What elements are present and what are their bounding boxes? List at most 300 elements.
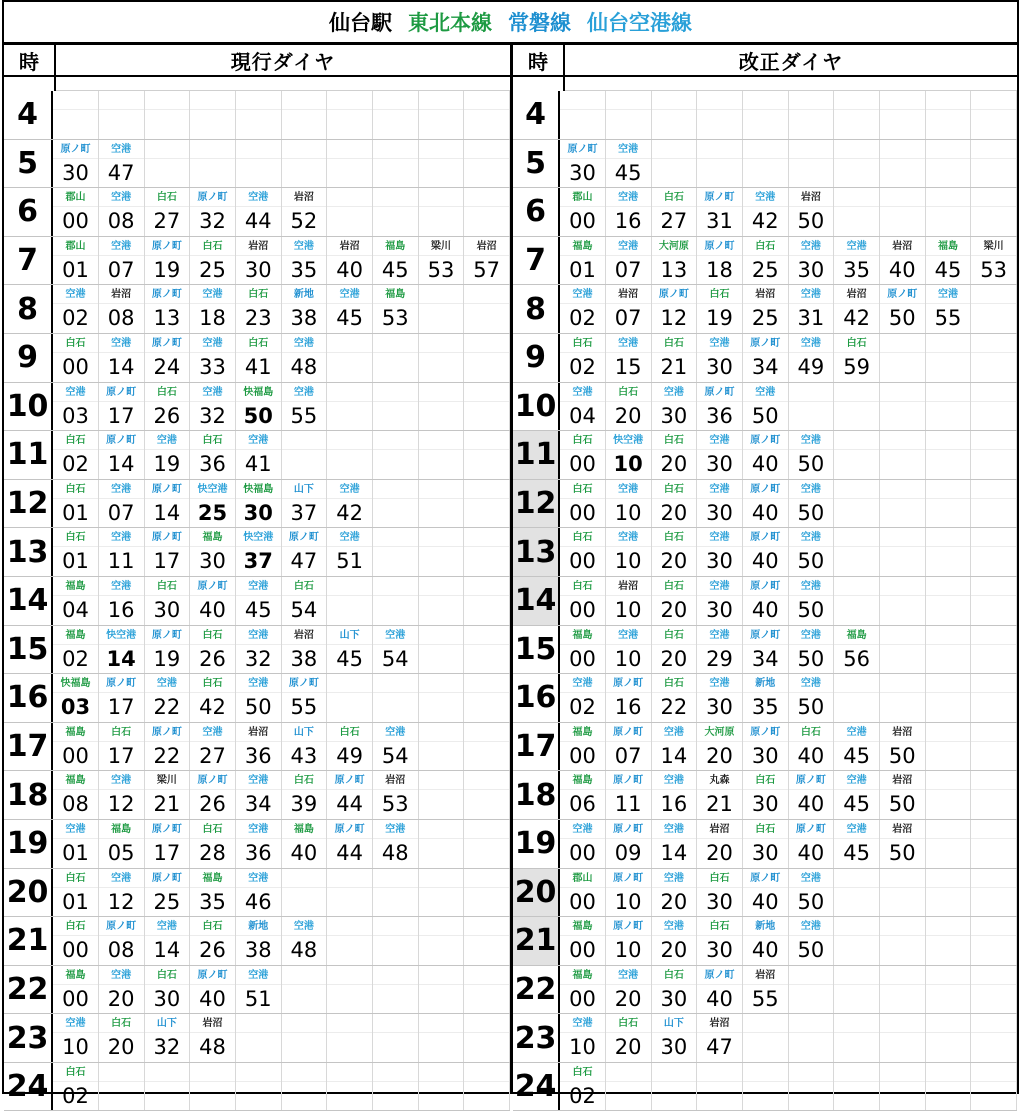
destination-label: 空港 (800, 580, 821, 592)
departure-minute: 30 (62, 160, 89, 185)
departure-minute: 35 (290, 257, 318, 282)
departure-cell (789, 674, 835, 722)
departure-minute: 25 (751, 257, 779, 282)
destination-label: 福島 (846, 629, 867, 641)
departure-minute: 00 (62, 986, 89, 1011)
destination-label: 山下 (663, 1018, 684, 1030)
destination-label: 岩沼 (892, 775, 913, 787)
departure-minute: 50 (797, 938, 825, 963)
departure-minute: 07 (107, 500, 135, 525)
departure-minute: 35 (751, 695, 779, 720)
departure-minute: 22 (153, 695, 181, 720)
departure-cell (282, 334, 328, 382)
departure-cell (880, 383, 926, 431)
departure-cell (789, 966, 835, 1014)
departure-cells (53, 480, 510, 528)
departure-cell (652, 480, 698, 528)
hour-label: 16 (513, 674, 560, 722)
departure-cell (926, 723, 972, 771)
departure-minute: 01 (62, 840, 89, 865)
hour-label: 7 (513, 237, 560, 285)
departure-cell (789, 1063, 835, 1111)
departure-cells (560, 188, 1017, 236)
departure-minute: 36 (244, 743, 272, 768)
hour-row (513, 1014, 1017, 1063)
departure-cell (236, 869, 282, 917)
departure-minute: 42 (199, 695, 226, 720)
destination-label: 梁川 (156, 775, 177, 787)
hour-label: 18 (513, 771, 560, 819)
departure-minute: 28 (199, 840, 226, 865)
departure-cell (926, 480, 972, 528)
destination-label: 空港 (248, 192, 269, 204)
destination-label: 空港 (111, 337, 132, 349)
departure-cell (880, 431, 926, 479)
destination-label: 空港 (385, 823, 406, 835)
departure-cell (789, 1014, 835, 1062)
departure-cell (53, 771, 99, 819)
departure-cell (373, 966, 419, 1014)
departure-cell (606, 383, 652, 431)
departure-cell (236, 577, 282, 625)
departure-cell (373, 285, 419, 333)
departure-minute: 42 (843, 306, 870, 331)
departure-cell (971, 528, 1017, 576)
departure-minute: 34 (244, 792, 272, 817)
destination-label: 新地 (755, 678, 776, 690)
destination-label: 原ノ町 (151, 629, 182, 641)
destination-label: 郡山 (572, 872, 593, 884)
departure-cell (236, 820, 282, 868)
departure-cell (926, 820, 972, 868)
hour-row (4, 626, 510, 675)
departure-minute: 08 (107, 209, 135, 234)
destination-label: 白石 (663, 337, 684, 349)
departure-minute: 30 (243, 500, 273, 525)
hour-label: 20 (4, 869, 53, 917)
departure-cell (697, 917, 743, 965)
departure-cell (99, 1014, 145, 1062)
departure-minute: 27 (660, 209, 688, 234)
hour-row (513, 431, 1017, 480)
destination-label: 原ノ町 (750, 872, 781, 884)
departure-minute: 40 (751, 597, 779, 622)
departure-cell (652, 869, 698, 917)
departure-minute: 25 (751, 306, 779, 331)
departure-cell (236, 771, 282, 819)
departure-minute: 08 (107, 938, 135, 963)
departure-cell (419, 577, 465, 625)
departure-cell (606, 480, 652, 528)
departure-minute: 01 (62, 549, 89, 574)
departure-minute: 20 (660, 889, 688, 914)
destination-label: 空港 (111, 775, 132, 787)
departure-cell (145, 1014, 191, 1062)
departure-minute: 37 (243, 549, 273, 574)
departure-cell (145, 869, 191, 917)
destination-label: 空港 (385, 726, 406, 738)
departure-cell (834, 91, 880, 139)
hour-label: 19 (4, 820, 53, 868)
destination-label: 白石 (293, 775, 314, 787)
destination-label: 原ノ町 (151, 726, 182, 738)
departure-cell (53, 917, 99, 965)
departure-cell (606, 626, 652, 674)
departure-cell (145, 140, 191, 188)
departure-minute: 16 (614, 695, 642, 720)
destination-label: 白石 (111, 726, 132, 738)
departure-cell (464, 674, 510, 722)
hour-row (513, 237, 1017, 286)
departure-cell (53, 674, 99, 722)
departure-cells (53, 869, 510, 917)
departure-cell (560, 771, 606, 819)
departure-minute: 30 (153, 597, 181, 622)
departure-cell (464, 820, 510, 868)
destination-label: 原ノ町 (197, 580, 228, 592)
departure-cell (789, 626, 835, 674)
departure-cell (373, 771, 419, 819)
departure-minute: 30 (706, 452, 733, 477)
departure-cell (880, 966, 926, 1014)
departure-cell (743, 334, 789, 382)
hour-label: 10 (4, 383, 53, 431)
destination-label: 空港 (339, 289, 360, 301)
destination-label: 空港 (111, 240, 132, 252)
departure-minute: 17 (153, 549, 181, 574)
departure-minute: 20 (614, 986, 642, 1011)
destination-label: 白石 (663, 483, 684, 495)
departure-minute: 40 (751, 500, 779, 525)
departure-minute: 51 (244, 986, 272, 1011)
departure-cells (53, 140, 510, 188)
destination-label: 空港 (618, 969, 639, 981)
destination-label: 山下 (156, 1018, 177, 1030)
departure-minute: 40 (797, 792, 825, 817)
departure-cell (99, 966, 145, 1014)
departure-cell (327, 869, 373, 917)
departure-cell (560, 91, 606, 139)
departure-cell (327, 771, 373, 819)
departure-cell (53, 723, 99, 771)
departure-cell (652, 383, 698, 431)
header-spacer-row (513, 77, 1017, 91)
departure-minute: 17 (107, 403, 135, 428)
departure-minute: 30 (660, 403, 688, 428)
departure-minute: 50 (888, 306, 916, 331)
destination-label: 空港 (800, 532, 821, 544)
departure-cell (419, 626, 465, 674)
destination-label: 福島 (65, 629, 86, 641)
departure-cell (373, 869, 419, 917)
destination-label: 大河原 (658, 240, 689, 252)
departure-cells (560, 917, 1017, 965)
departure-cell (560, 917, 606, 965)
departure-cell (834, 431, 880, 479)
departure-cells (560, 674, 1017, 722)
departure-cell (464, 917, 510, 965)
hour-label: 8 (513, 285, 560, 333)
departure-cell (327, 917, 373, 965)
departure-cell (53, 577, 99, 625)
departure-minute: 30 (706, 549, 733, 574)
hour-label: 24 (513, 1063, 560, 1111)
departure-cell (373, 1063, 419, 1111)
departure-minute: 35 (199, 889, 226, 914)
departure-cell (652, 1014, 698, 1062)
departure-cell (971, 1063, 1017, 1111)
hour-row (4, 674, 510, 723)
departure-cells (53, 577, 510, 625)
departure-cell (926, 1063, 972, 1111)
departure-minute: 54 (381, 646, 409, 671)
hour-row (513, 91, 1017, 140)
departure-cell (282, 723, 328, 771)
destination-label: 原ノ町 (151, 337, 182, 349)
hour-row (513, 334, 1017, 383)
destination-label: 空港 (248, 775, 269, 787)
panel-title: 現行ダイヤ (230, 49, 336, 74)
destination-label: 白石 (709, 921, 730, 933)
departure-cell (53, 869, 99, 917)
departure-minute: 16 (660, 792, 688, 817)
departure-cell (464, 285, 510, 333)
destination-label: 空港 (572, 289, 593, 301)
destination-label: 原ノ町 (151, 483, 182, 495)
departure-cell (419, 1063, 465, 1111)
departure-cell (560, 1014, 606, 1062)
departure-minute: 49 (336, 743, 363, 768)
departure-minute: 00 (62, 743, 89, 768)
departure-cells (560, 723, 1017, 771)
departure-minute: 45 (934, 257, 962, 282)
destination-label: 原ノ町 (197, 775, 228, 787)
departure-cell (464, 771, 510, 819)
destination-label: 空港 (65, 386, 86, 398)
departure-cell (880, 285, 926, 333)
departure-cell (880, 1063, 926, 1111)
destination-label: 白石 (572, 337, 593, 349)
destination-label: 空港 (846, 726, 867, 738)
departure-cell (743, 237, 789, 285)
departure-cell (282, 237, 328, 285)
destination-label: 白石 (572, 532, 593, 544)
departure-minute: 10 (614, 597, 642, 622)
departure-minute: 25 (153, 889, 181, 914)
departure-cell (327, 140, 373, 188)
departure-minute: 08 (62, 792, 89, 817)
departure-cell (53, 626, 99, 674)
departure-minute: 16 (614, 209, 642, 234)
departure-minute: 42 (336, 500, 363, 525)
hour-row (513, 917, 1017, 966)
departure-cell (53, 91, 99, 139)
destination-label: 空港 (755, 192, 776, 204)
departure-cell (327, 91, 373, 139)
panel-header (513, 45, 1017, 77)
line-name-joban: 常磐線 (508, 11, 571, 35)
destination-label: 白石 (755, 823, 776, 835)
departure-cell (282, 431, 328, 479)
departure-minute: 55 (290, 403, 318, 428)
departure-minute: 20 (660, 549, 688, 574)
destination-label: 空港 (572, 823, 593, 835)
departure-minute: 48 (199, 1035, 226, 1060)
departure-minute: 00 (569, 938, 596, 963)
station-name: 仙台駅 (329, 11, 392, 35)
departure-cell (834, 528, 880, 576)
departure-cells (53, 771, 510, 819)
departure-cell (236, 966, 282, 1014)
departure-cell (789, 528, 835, 576)
departure-cell (834, 1063, 880, 1111)
destination-label: 空港 (293, 921, 314, 933)
departure-cell (789, 383, 835, 431)
hour-label: 23 (4, 1014, 53, 1062)
departure-minute: 42 (751, 209, 779, 234)
departure-cell (53, 820, 99, 868)
departure-cell (327, 383, 373, 431)
departure-minute: 17 (153, 840, 181, 865)
destination-label: 原ノ町 (106, 921, 137, 933)
departure-cells (53, 285, 510, 333)
departure-minute: 40 (751, 938, 779, 963)
hour-label: 14 (513, 577, 560, 625)
destination-label: 岩沼 (709, 1018, 730, 1030)
departure-cell (373, 528, 419, 576)
hour-label: 20 (513, 869, 560, 917)
departure-minute: 36 (199, 452, 226, 477)
departure-cell (834, 917, 880, 965)
departure-cell (697, 820, 743, 868)
destination-label: 原ノ町 (613, 726, 644, 738)
destination-label: 空港 (248, 629, 269, 641)
revised-timetable-panel (511, 43, 1019, 1108)
departure-cell (560, 674, 606, 722)
departure-cell (606, 1014, 652, 1062)
departure-cell (743, 431, 789, 479)
departure-minute: 30 (751, 840, 779, 865)
destination-label: 岩沼 (339, 240, 360, 252)
departure-cell (282, 577, 328, 625)
destination-label: 福島 (202, 532, 223, 544)
departure-cell (743, 528, 789, 576)
destination-label: 岩沼 (385, 775, 406, 787)
departure-cell (419, 723, 465, 771)
departure-cell (190, 431, 236, 479)
destination-label: 原ノ町 (567, 143, 598, 155)
destination-label: 空港 (800, 289, 821, 301)
destination-label: 原ノ町 (151, 872, 182, 884)
destination-label: 福島 (65, 726, 86, 738)
departure-cell (926, 237, 972, 285)
departure-cells (53, 966, 510, 1014)
hour-label: 24 (4, 1063, 53, 1111)
departure-minute: 00 (569, 743, 596, 768)
destination-label: 空港 (202, 289, 223, 301)
hour-label: 16 (4, 674, 53, 722)
departure-cell (789, 91, 835, 139)
departure-cell (834, 723, 880, 771)
hour-row (513, 140, 1017, 189)
destination-label: 白石 (755, 240, 776, 252)
departure-cell (190, 723, 236, 771)
departure-cells (560, 771, 1017, 819)
departure-cell (834, 383, 880, 431)
departure-minute: 30 (706, 597, 733, 622)
destination-label: 空港 (111, 192, 132, 204)
departure-cell (926, 626, 972, 674)
departure-minute: 54 (381, 743, 409, 768)
departure-minute: 03 (62, 403, 89, 428)
destination-label: 白石 (65, 435, 86, 447)
departure-minute: 07 (614, 257, 642, 282)
departure-cell (743, 383, 789, 431)
departure-cell (926, 771, 972, 819)
departure-cells (560, 237, 1017, 285)
destination-label: 快空港 (613, 435, 644, 447)
departure-minute: 36 (706, 403, 733, 428)
departure-cell (971, 723, 1017, 771)
departure-cells (53, 674, 510, 722)
departure-cell (926, 674, 972, 722)
hour-row (4, 480, 510, 529)
destination-label: 山下 (339, 629, 360, 641)
departure-cell (789, 140, 835, 188)
destination-label: 空港 (111, 969, 132, 981)
departure-cell (926, 966, 972, 1014)
departure-cells (560, 820, 1017, 868)
departure-cell (743, 188, 789, 236)
destination-label: 岩沼 (248, 726, 269, 738)
departure-cell (834, 140, 880, 188)
departure-minute: 00 (569, 646, 596, 671)
departure-cell (373, 334, 419, 382)
departure-minute: 07 (107, 257, 135, 282)
departure-minute: 40 (751, 452, 779, 477)
destination-label: 空港 (111, 532, 132, 544)
departure-cell (560, 285, 606, 333)
destination-label: 空港 (618, 337, 639, 349)
departure-minute: 30 (706, 500, 733, 525)
departure-minute: 10 (614, 938, 642, 963)
departure-cell (373, 480, 419, 528)
departure-cell (419, 383, 465, 431)
destination-label: 快空港 (243, 532, 274, 544)
hour-row (513, 1063, 1017, 1111)
destination-label: 原ノ町 (750, 483, 781, 495)
departure-cell (419, 1014, 465, 1062)
departure-cell (926, 1014, 972, 1062)
departure-minute: 31 (797, 306, 825, 331)
departure-cell (236, 723, 282, 771)
departure-cell (926, 577, 972, 625)
hour-row (4, 917, 510, 966)
departure-cell (606, 528, 652, 576)
destination-label: 原ノ町 (750, 726, 781, 738)
departure-minute: 40 (751, 549, 779, 574)
destination-label: 原ノ町 (151, 532, 182, 544)
departure-cells (560, 1014, 1017, 1062)
departure-cell (282, 91, 328, 139)
destination-label: 原ノ町 (704, 969, 735, 981)
departure-cells (53, 917, 510, 965)
hour-row (513, 966, 1017, 1015)
departure-cell (282, 820, 328, 868)
departure-cells (53, 237, 510, 285)
departure-minute: 03 (60, 695, 91, 720)
destination-label: 空港 (800, 921, 821, 933)
